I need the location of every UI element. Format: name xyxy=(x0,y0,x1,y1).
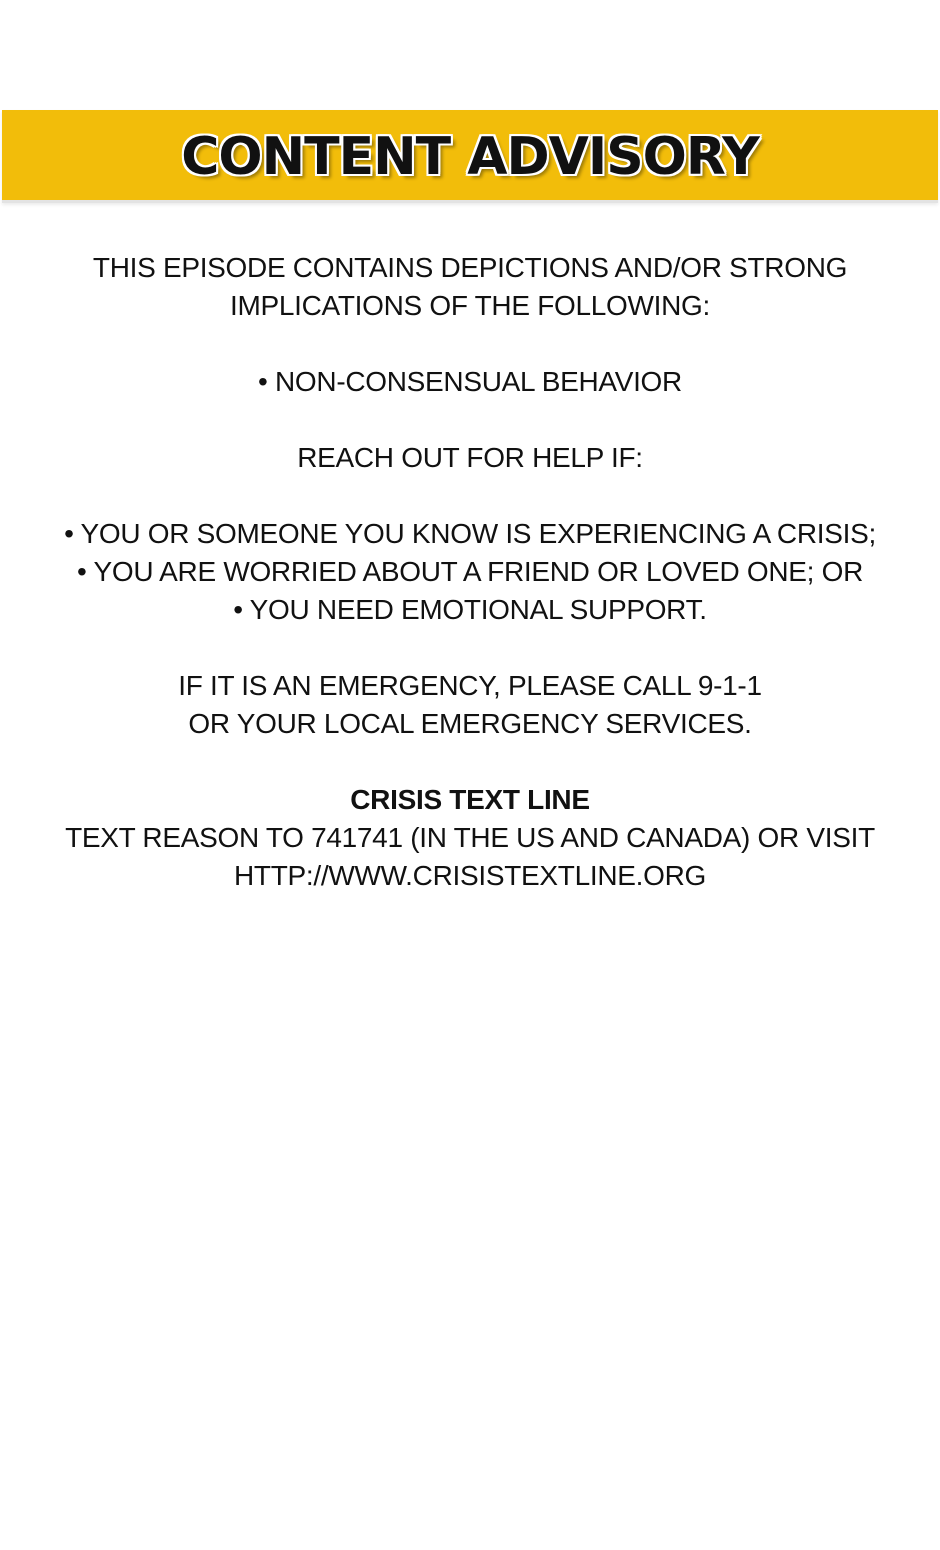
advisory-title: CONTENT ADVISORY xyxy=(181,127,759,187)
spacer xyxy=(0,629,940,667)
spacer xyxy=(0,325,940,363)
spacer xyxy=(0,401,940,439)
help-item: • YOU NEED EMOTIONAL SUPPORT. xyxy=(233,594,707,625)
help-item: • YOU ARE WORRIED ABOUT A FRIEND OR LOVED ONE; OR xyxy=(76,556,863,587)
emergency-line-2: OR YOUR LOCAL EMERGENCY SERVICES. xyxy=(188,708,752,739)
crisis-line-name: CRISIS TEXT LINE xyxy=(350,784,590,815)
crisis-line-instructions: TEXT REASON TO 741741 (IN THE US AND CANADA) OR VISIT xyxy=(65,822,875,853)
spacer xyxy=(0,743,940,781)
warning-item: • NON-CONSENSUAL BEHAVIOR xyxy=(258,366,682,397)
advisory-banner xyxy=(2,110,938,203)
intro-line-2: IMPLICATIONS OF THE FOLLOWING: xyxy=(229,290,711,321)
advisory-content xyxy=(0,249,940,895)
intro-line-1: THIS EPISODE CONTAINS DEPICTIONS AND/OR STRONG xyxy=(92,252,848,283)
help-heading: REACH OUT FOR HELP IF: xyxy=(297,442,643,473)
help-item: • YOU OR SOMEONE YOU KNOW IS EXPERIENCING A CRISIS; xyxy=(64,518,876,549)
spacer xyxy=(0,477,940,515)
emergency-line-1: IF IT IS AN EMERGENCY, PLEASE CALL 9-1-1 xyxy=(178,670,762,701)
crisis-line-url[interactable]: HTTP://WWW.CRISISTEXTLINE.ORG xyxy=(234,860,706,891)
